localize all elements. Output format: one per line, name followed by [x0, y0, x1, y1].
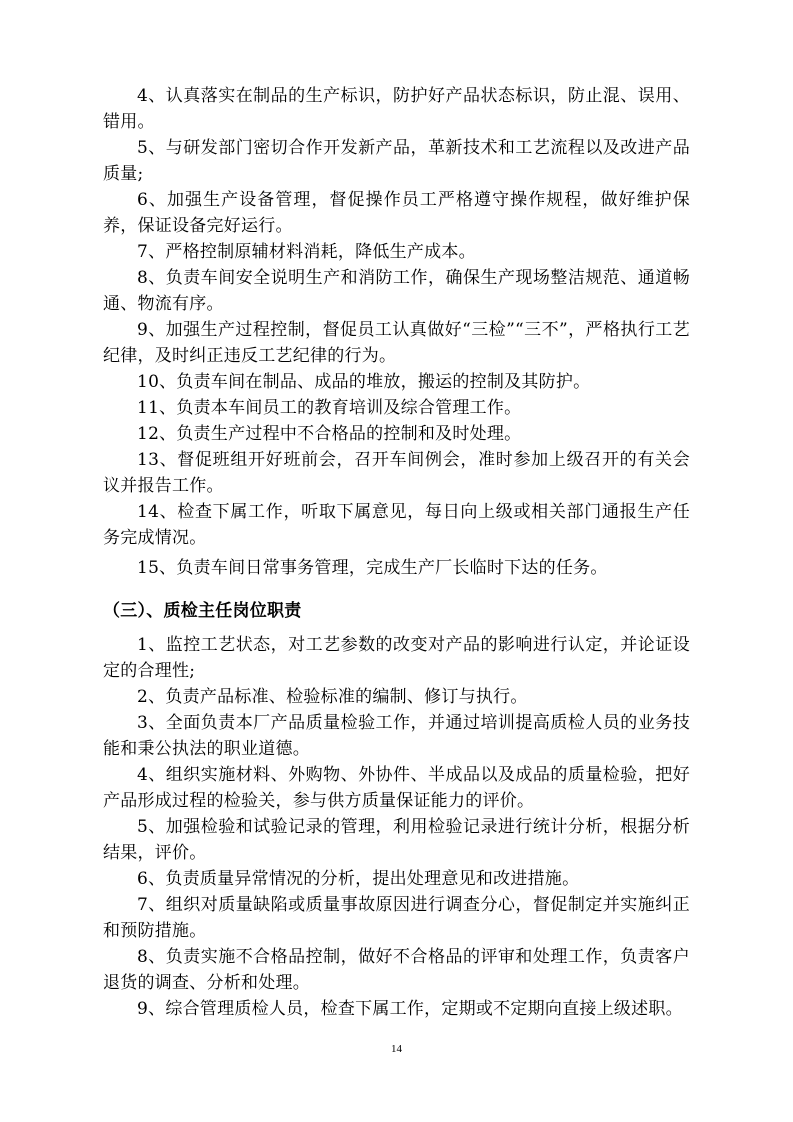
- duty-item-qc-1: 1、监控工艺状态，对工艺参数的改变对产品的影响进行认定，并论证设定的合理性;: [103, 635, 690, 681]
- duty-item-production-5: 5、与研发部门密切合作开发新产品，革新技术和工艺流程以及改进产品质量;: [103, 138, 690, 184]
- duty-item-qc-9: 9、综合管理质检人员，检查下属工作，定期或不定期向直接上级述职。: [137, 999, 683, 1019]
- duty-item-qc-2: 2、负责产品标准、检验标准的编制、修订与执行。: [137, 687, 528, 707]
- duty-item-production-13: 13、督促班组开好班前会，召开车间例会，准时参加上级召开的有关会议并报告工作。: [103, 450, 690, 496]
- duty-item-qc-7: 7、组织对质量缺陷或质量事故原因进行调查分心，督促制定并实施纠正和预防措施。: [103, 895, 690, 941]
- duty-item-qc-8: 8、负责实施不合格品控制，做好不合格品的评审和处理工作，负责客户退货的调查、分析和处理。: [103, 947, 690, 993]
- duty-item-production-7: 7、严格控制原辅材料消耗，降低生产成本。: [137, 242, 476, 262]
- duty-item-qc-6: 6、负责质量异常情况的分析，提出处理意见和改进措施。: [137, 869, 580, 889]
- duty-item-production-8: 8、负责车间安全说明生产和消防工作，确保生产现场整洁规范、通道畅通、物流有序。: [103, 268, 690, 314]
- duty-item-production-9: 9、加强生产过程控制，督促员工认真做好“三检”“三不”，严格执行工艺纪律，及时纠正违反工艺纪律的行为。: [103, 320, 690, 366]
- duty-item-production-10: 10、负责车间在制品、成品的堆放，搬运的控制及其防护。: [137, 372, 591, 392]
- duty-item-qc-5: 5、加强检验和试验记录的管理，利用检验记录进行统计分析，根据分析结果，评价。: [103, 817, 690, 863]
- duty-item-production-14: 14、检查下属工作，听取下属意见，每日向上级或相关部门通报生产任务完成情况。: [103, 502, 690, 548]
- duty-item-qc-3: 3、全面负责本厂产品质量检验工作，并通过培训提高质检人员的业务技能和秉公执法的职业道德。: [103, 713, 690, 759]
- duty-item-production-4: 4、认真落实在制品的生产标识，防护好产品状态标识，防止混、误用、错用。: [103, 86, 690, 132]
- duty-item-production-6: 6、加强生产设备管理，督促操作员工严格遵守操作规程，做好维护保养，保证设备完好运行。: [103, 190, 690, 236]
- duty-item-qc-4: 4、组织实施材料、外购物、外协件、半成品以及成品的质量检验，把好产品形成过程的检验关，参与供方质量保证能力的评价。: [103, 765, 690, 811]
- duty-item-production-12: 12、负责生产过程中不合格品的控制和及时处理。: [137, 424, 522, 444]
- page-number: 14: [391, 1043, 402, 1055]
- duty-item-production-15: 15、负责车间日常事务管理，完成生产厂长临时下达的任务。: [137, 558, 608, 578]
- duty-item-production-11: 11、负责本车间员工的教育培训及综合管理工作。: [137, 398, 522, 418]
- section-heading-qc-director: （三）、质检主任岗位职责: [103, 601, 302, 621]
- document-body: [103, 83, 690, 1022]
